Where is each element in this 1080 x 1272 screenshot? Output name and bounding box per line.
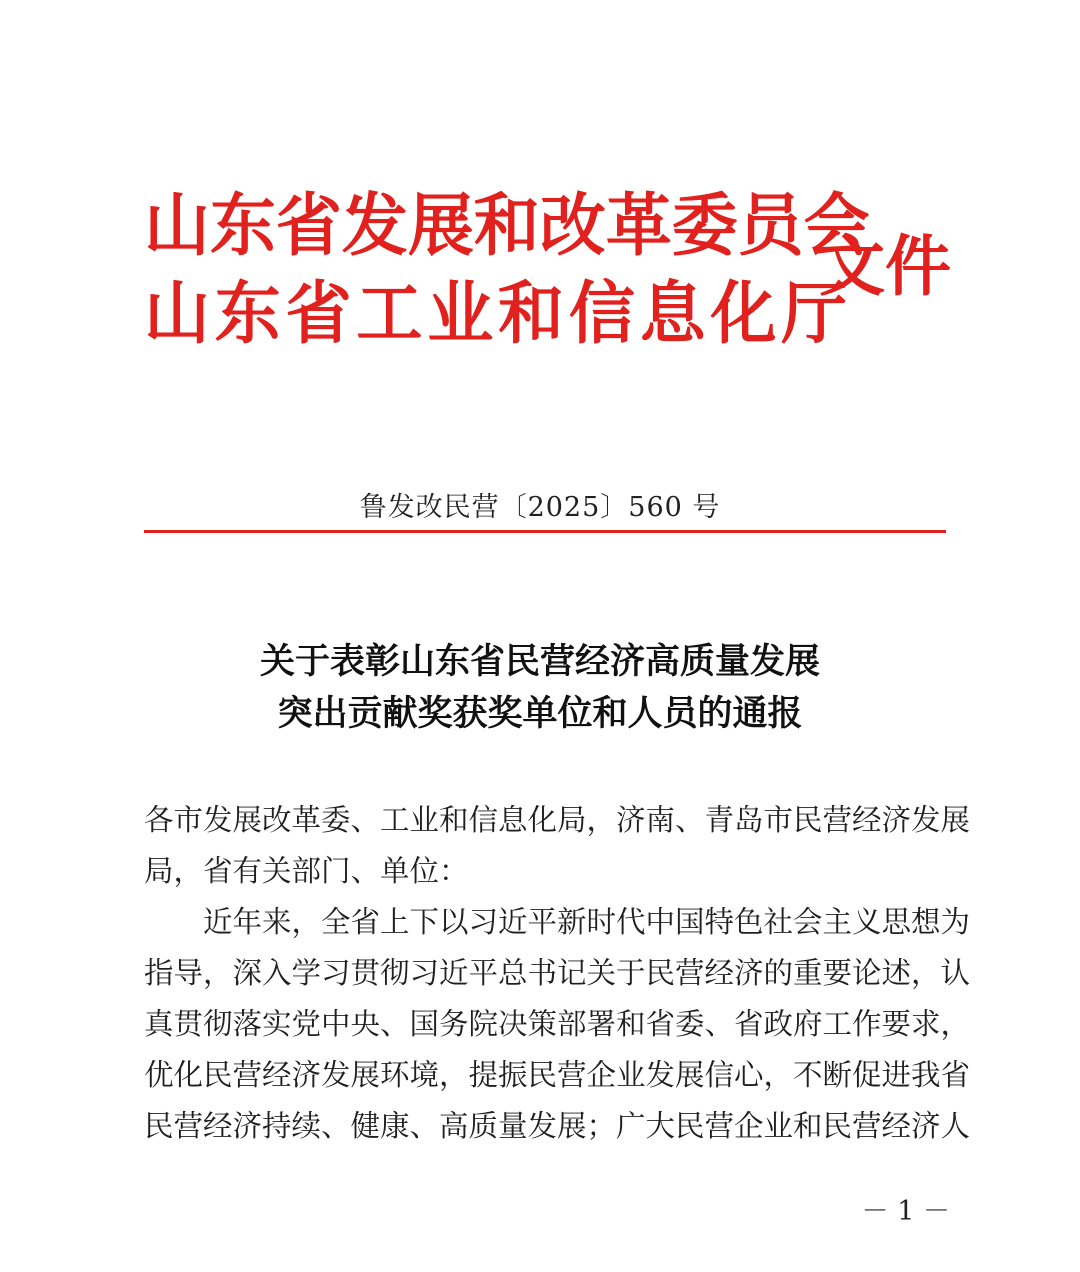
document-number: 鲁发改民营〔2025〕560 号 <box>359 492 721 523</box>
body-paragraph-1 <box>144 897 971 1152</box>
document-title <box>0 636 1080 740</box>
page-number: － 1 － <box>861 1196 950 1227</box>
addressee-paragraph <box>144 795 971 897</box>
paragraph-line-2: 指导，深入学习贯彻习近平总书记关于民营经济的重要论述，认 <box>144 956 971 990</box>
red-separator-line <box>144 530 946 533</box>
masthead-issuer-2: 山东省工业和信息化厅 <box>144 274 853 354</box>
addressee-line-2: 局，省有关部门、单位： <box>144 854 469 888</box>
title-line-1: 关于表彰山东省民营经济高质量发展 <box>259 641 820 682</box>
masthead-suffix: 文件 <box>819 227 951 305</box>
document-body <box>144 795 971 1152</box>
red-masthead <box>144 186 954 361</box>
masthead-issuer-1: 山东省发展和改革委员会 <box>144 186 870 266</box>
title-line-2: 突出贡献奖获奖单位和人员的通报 <box>277 693 803 734</box>
addressee-line-1: 各市发展改革委、工业和信息化局，济南、青岛市民营经济发展 <box>144 803 971 837</box>
paragraph-line-4: 优化民营经济发展环境，提振民营企业发展信心，不断促进我省 <box>144 1058 971 1092</box>
paragraph-line-3: 真贯彻落实党中央、国务院决策部署和省委、省政府工作要求， <box>144 1007 971 1041</box>
paragraph-line-5: 民营经济持续、健康、高质量发展；广大民营企业和民营经济人 <box>144 1109 971 1143</box>
paragraph-line-1: 近年来，全省上下以习近平新时代中国特色社会主义思想为 <box>203 905 971 939</box>
